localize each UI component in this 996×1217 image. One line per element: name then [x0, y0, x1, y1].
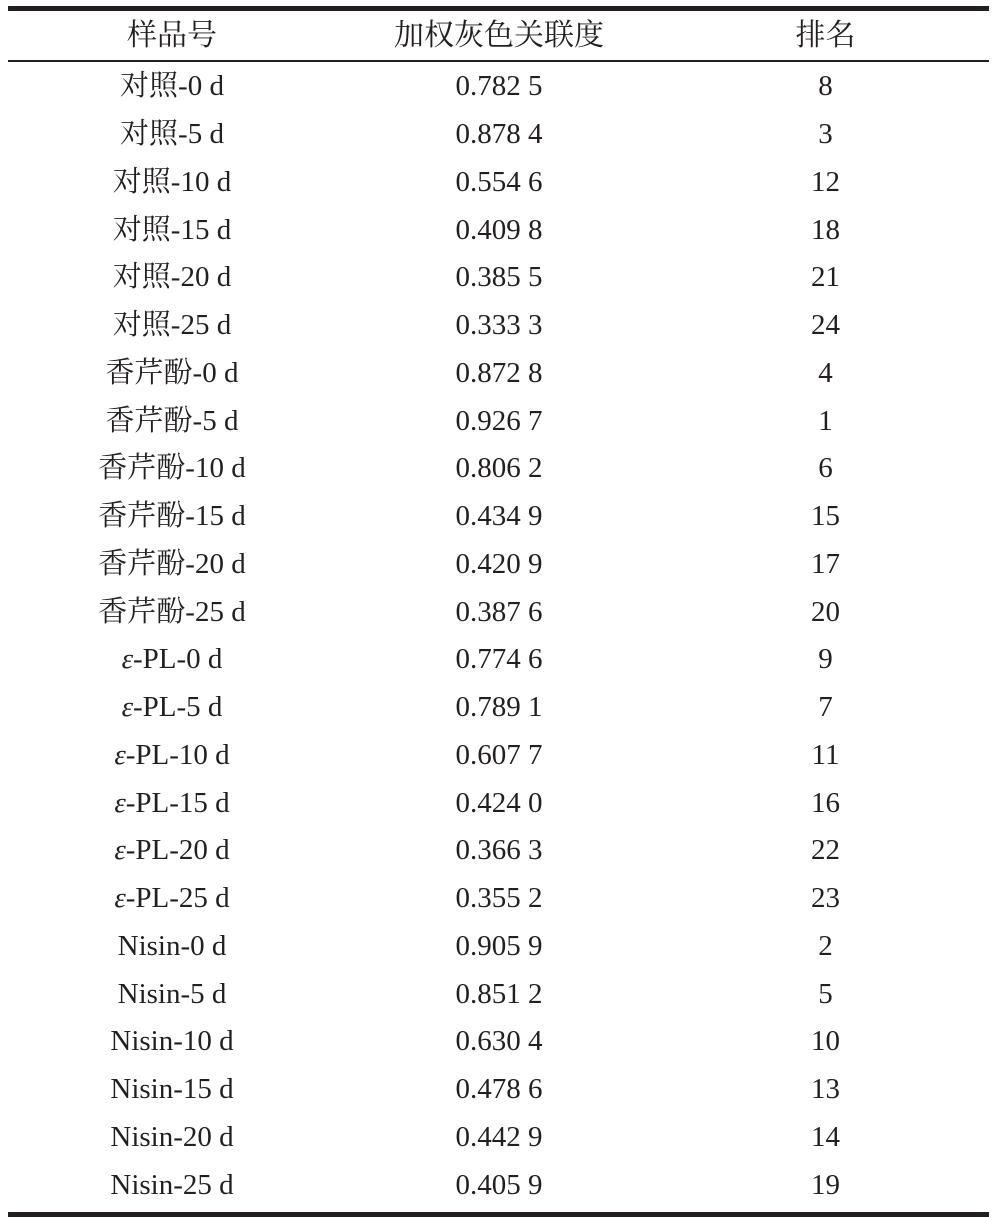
- table-row: [8, 1018, 989, 1066]
- cell-rank: 14: [811, 1120, 840, 1153]
- cell-sample: 对照-20 d: [112, 261, 232, 294]
- cell-sample: 对照-5 d: [120, 118, 224, 151]
- cell-degree: 0.872 8: [455, 356, 543, 389]
- cell-sample: ε-PL-25 d: [114, 882, 230, 915]
- cell-sample: Nisin-0 d: [117, 929, 227, 962]
- cell-sample: ε-PL-20 d: [114, 834, 230, 867]
- table-row: [8, 1161, 989, 1209]
- cell-sample: Nisin-25 d: [110, 1168, 234, 1201]
- cell-rank: 8: [818, 70, 833, 103]
- table-row: [8, 111, 989, 159]
- header-weighted-grey-relational-degree: 加权灰色关联度: [394, 18, 604, 52]
- cell-degree: 0.806 2: [455, 452, 543, 485]
- cell-sample: 香芹酚-25 d: [98, 595, 246, 628]
- cell-degree: 0.385 5: [455, 261, 543, 294]
- cell-rank: 2: [818, 929, 833, 962]
- cell-degree: 0.926 7: [455, 404, 543, 437]
- cell-rank: 20: [811, 595, 840, 628]
- cell-rank: 21: [811, 261, 840, 294]
- cell-degree: 0.355 2: [455, 882, 543, 915]
- cell-degree: 0.782 5: [455, 70, 543, 103]
- cell-rank: 5: [818, 977, 833, 1010]
- cell-sample: 香芹酚-0 d: [105, 356, 239, 389]
- cell-rank: 12: [811, 165, 840, 198]
- table-row: [8, 350, 989, 398]
- cell-sample: 香芹酚-10 d: [98, 452, 246, 485]
- cell-degree: 0.420 9: [455, 547, 543, 580]
- cell-sample: 对照-15 d: [112, 213, 232, 246]
- cell-sample: ε-PL-0 d: [121, 643, 223, 676]
- cell-sample: ε-PL-15 d: [114, 786, 230, 819]
- cell-sample: ε-PL-10 d: [114, 738, 230, 771]
- cell-degree: 0.878 4: [455, 118, 543, 151]
- table-row: [8, 541, 989, 589]
- table-row: [8, 923, 989, 971]
- cell-degree: 0.478 6: [455, 1073, 543, 1106]
- cell-rank: 17: [811, 547, 840, 580]
- table-row: [8, 970, 989, 1018]
- cell-sample: 香芹酚-15 d: [98, 500, 246, 533]
- cell-rank: 3: [818, 118, 833, 151]
- cell-sample: Nisin-15 d: [110, 1073, 234, 1106]
- table-header-row: [8, 11, 989, 60]
- cell-rank: 18: [811, 213, 840, 246]
- table-row: [8, 206, 989, 254]
- cell-rank: 4: [818, 356, 833, 389]
- table-row: [8, 875, 989, 923]
- table-row: [8, 1114, 989, 1162]
- cell-rank: 13: [811, 1073, 840, 1106]
- table-row: [8, 827, 989, 875]
- cell-rank: 16: [811, 786, 840, 819]
- cell-sample: 对照-0 d: [120, 70, 224, 103]
- cell-rank: 23: [811, 882, 840, 915]
- cell-rank: 10: [811, 1025, 840, 1058]
- cell-degree: 0.442 9: [455, 1120, 543, 1153]
- cell-rank: 6: [818, 452, 833, 485]
- cell-rank: 9: [818, 643, 833, 676]
- cell-degree: 0.851 2: [455, 977, 543, 1010]
- cell-sample: Nisin-5 d: [117, 977, 227, 1010]
- cell-degree: 0.424 0: [455, 786, 543, 819]
- table-row: [8, 779, 989, 827]
- cell-rank: 7: [818, 691, 833, 724]
- cell-sample: 香芹酚-20 d: [98, 547, 246, 580]
- cell-degree: 0.409 8: [455, 213, 543, 246]
- cell-rank: 24: [811, 309, 840, 342]
- table-row: [8, 1066, 989, 1114]
- cell-rank: 1: [818, 404, 833, 437]
- cell-rank: 19: [811, 1168, 840, 1201]
- cell-degree: 0.630 4: [455, 1025, 543, 1058]
- cell-degree: 0.387 6: [455, 595, 543, 628]
- table-row: [8, 63, 989, 111]
- table-row: [8, 493, 989, 541]
- header-sample: 样品号: [127, 18, 217, 52]
- cell-sample: Nisin-20 d: [110, 1120, 234, 1153]
- cell-degree: 0.405 9: [455, 1168, 543, 1201]
- cell-sample: 对照-10 d: [112, 165, 232, 198]
- cell-degree: 0.774 6: [455, 643, 543, 676]
- table-row: [8, 302, 989, 350]
- cell-sample: ε-PL-5 d: [121, 691, 223, 724]
- cell-degree: 0.333 3: [455, 309, 543, 342]
- cell-sample: 香芹酚-5 d: [105, 404, 239, 437]
- cell-degree: 0.905 9: [455, 929, 543, 962]
- table-row: [8, 732, 989, 780]
- table-row: [8, 254, 989, 302]
- cell-rank: 15: [811, 500, 840, 533]
- cell-degree: 0.366 3: [455, 834, 543, 867]
- cell-rank: 11: [811, 738, 840, 771]
- table-row: [8, 636, 989, 684]
- cell-degree: 0.554 6: [455, 165, 543, 198]
- cell-sample: Nisin-10 d: [110, 1025, 234, 1058]
- table-row: [8, 588, 989, 636]
- table-row: [8, 159, 989, 207]
- header-rank: 排名: [795, 18, 856, 52]
- data-table: [8, 6, 989, 1217]
- cell-rank: 22: [811, 834, 840, 867]
- table-body: [8, 62, 989, 1212]
- cell-degree: 0.607 7: [455, 738, 543, 771]
- table-row: [8, 684, 989, 732]
- cell-degree: 0.789 1: [455, 691, 543, 724]
- table-row: [8, 397, 989, 445]
- table-row: [8, 445, 989, 493]
- cell-sample: 对照-25 d: [112, 309, 232, 342]
- cell-degree: 0.434 9: [455, 500, 543, 533]
